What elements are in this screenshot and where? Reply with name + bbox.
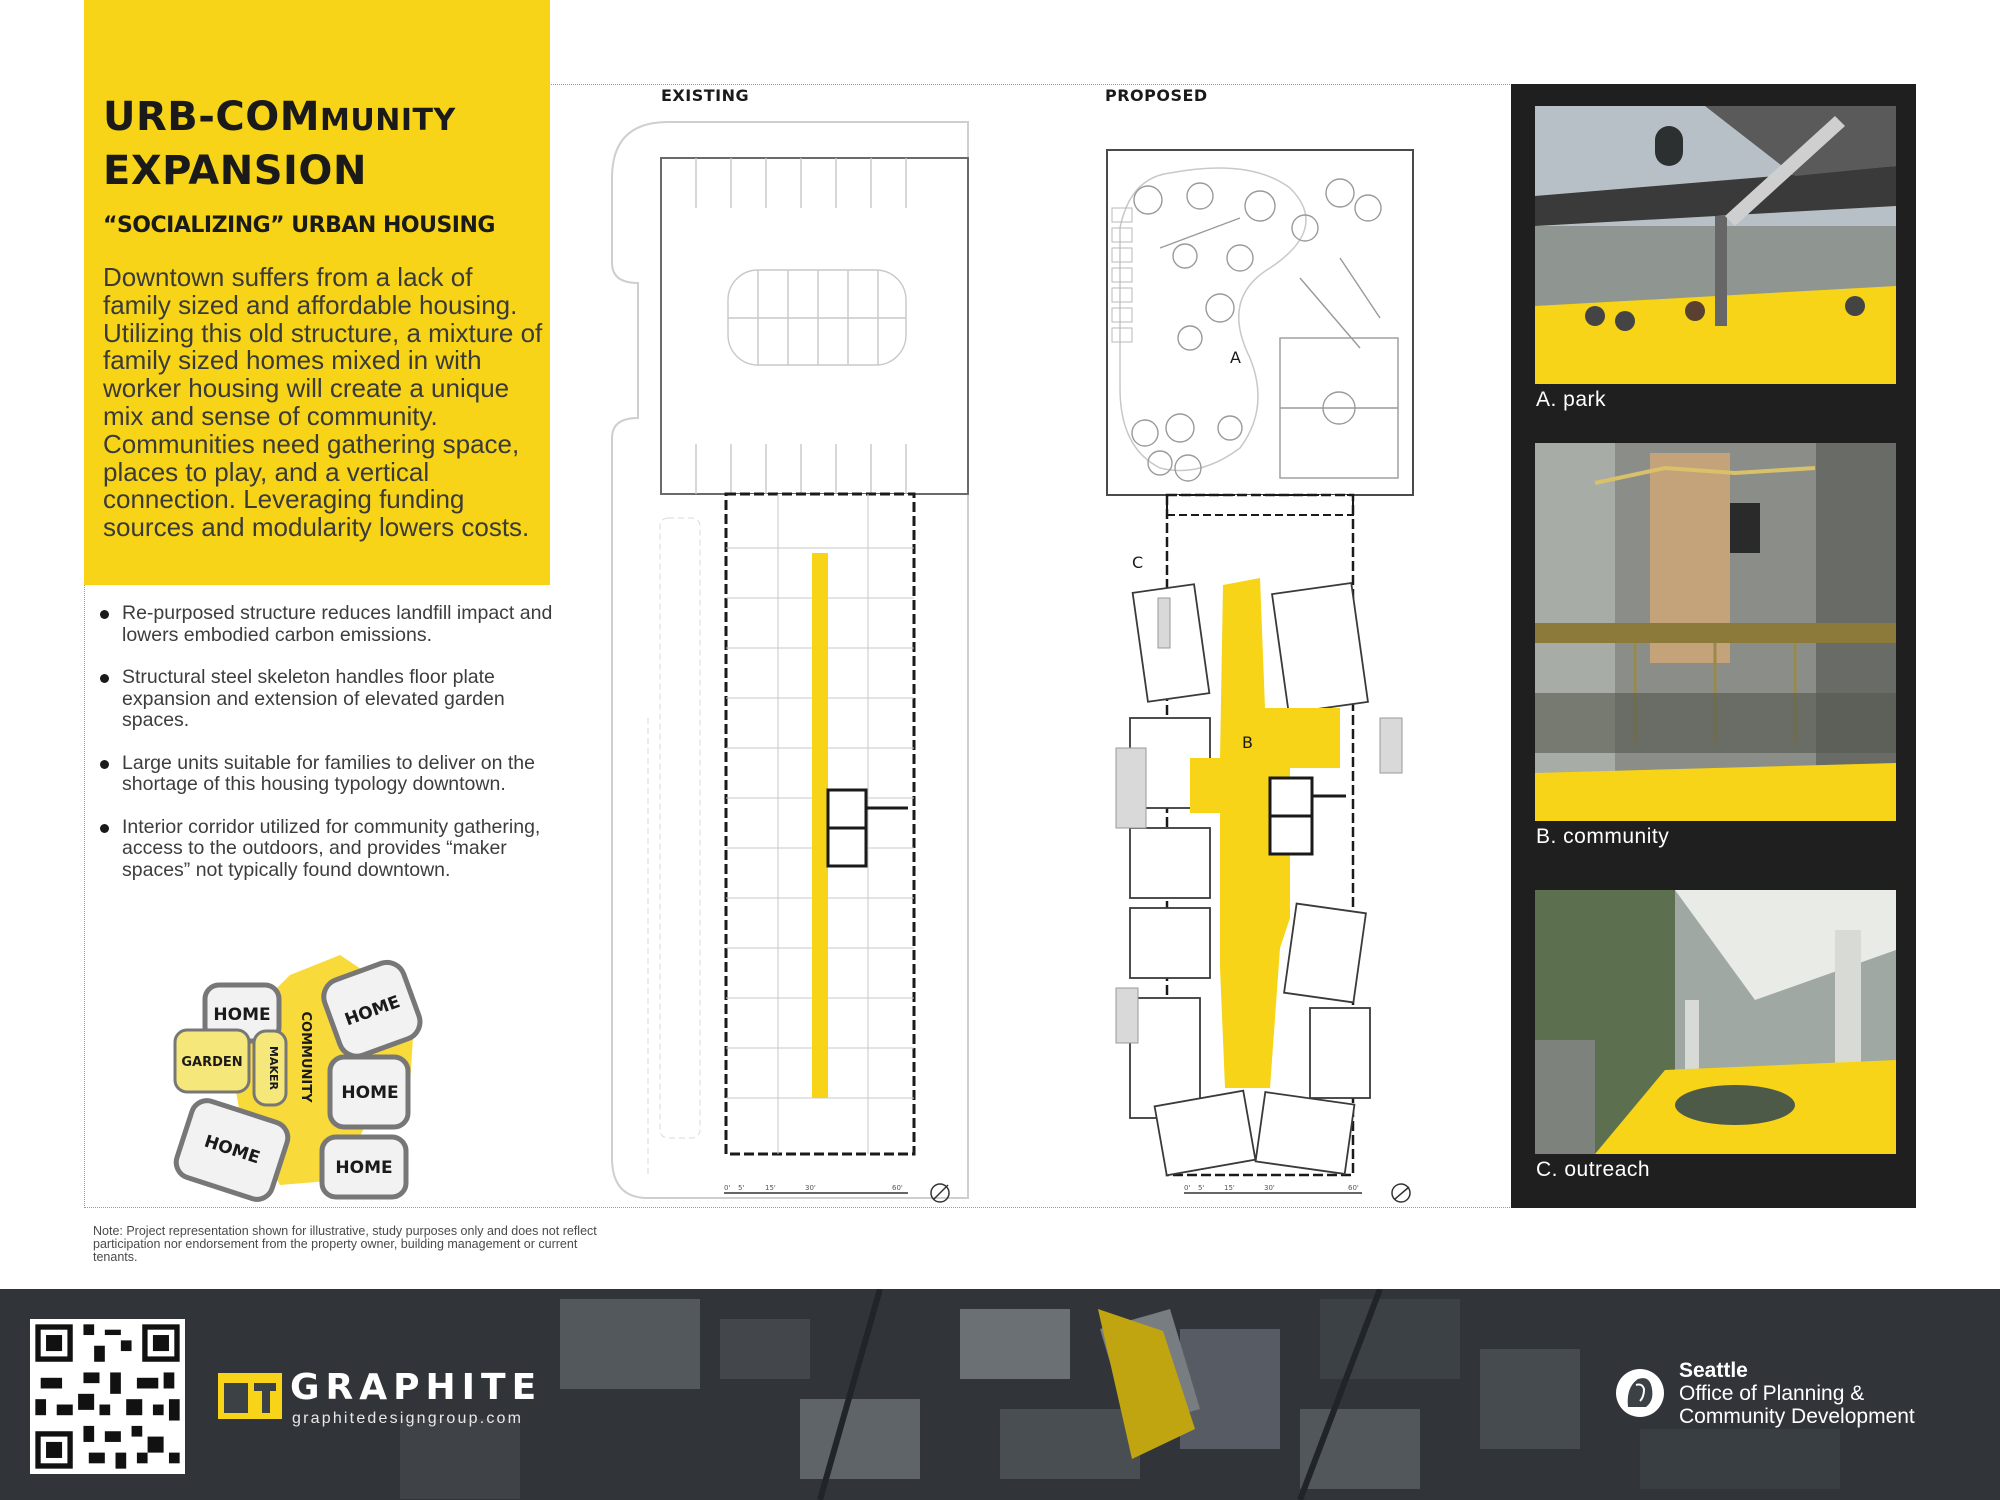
community-diagram <box>170 945 460 1205</box>
diagram-home-label: HOME <box>201 1131 263 1169</box>
scale-tick: 0' <box>724 1184 731 1192</box>
bullet-item: Large units suitable for families to deliver on the shortage of this housing typology downtown. <box>100 753 560 796</box>
renderings-panel <box>1511 84 1916 1208</box>
board-title: URB-COMMUNITY EXPANSION <box>103 94 456 194</box>
diagram-home-label: HOME <box>341 1083 399 1103</box>
scale-tick: 5' <box>1198 1184 1205 1192</box>
diagram-home-label: HOME <box>342 992 403 1031</box>
diagram-garden-label: GARDEN <box>181 1055 243 1070</box>
existing-floor-plan <box>608 118 980 1208</box>
scale-tick: 15' <box>765 1184 776 1192</box>
bullet-item: Interior corridor utilized for community gathering, access to the outdoors, and provides “maker spaces” not typically found downtown. <box>100 817 560 882</box>
intro-paragraph: Downtown suffers from a lack of family sized and affordable housing. Utilizing this old structure, a mixture of family sized homes mixed in with worker housing will create a unique mix and sense of community. Communities need gathering space, places to play, and a vertical connection. Leveraging funding sources and modularity lowers costs. <box>103 262 543 543</box>
disclaimer-note: Note: Project representation shown for illustrative, study purposes only and does not reflect participation nor endorsement from the property owner, building management or current tenants. <box>93 1224 597 1264</box>
bullet-dot-icon <box>100 824 109 833</box>
scale-tick: 30' <box>805 1184 816 1192</box>
diagram-home-label: HOME <box>335 1158 393 1178</box>
scale-tick: 30' <box>1264 1184 1275 1192</box>
diagram-home-label: HOME <box>213 1005 271 1025</box>
bullet-dot-icon <box>100 674 109 683</box>
graphite-logo-url[interactable]: graphitedesigngroup.com <box>292 1410 524 1427</box>
proposed-plan-label: PROPOSED <box>1105 86 1208 105</box>
diagram-maker-label: MAKER <box>267 1046 280 1090</box>
plan-marker-b: B <box>1242 733 1253 752</box>
scale-tick: 60' <box>1348 1184 1359 1192</box>
scale-tick: 60' <box>892 1184 903 1192</box>
scale-tick: 15' <box>1224 1184 1235 1192</box>
footer-band <box>0 1289 2000 1500</box>
existing-plan-label: EXISTING <box>661 86 750 105</box>
graphite-logo-name: GRAPHITE <box>290 1367 543 1408</box>
seattle-seal-icon <box>1614 1367 1666 1419</box>
diagram-community-label: COMMUNITY <box>298 1011 313 1103</box>
scale-tick: 0' <box>1184 1184 1191 1192</box>
community-rendering <box>1535 443 1896 821</box>
render-caption-outreach: C. outreach <box>1536 1158 1651 1181</box>
proposed-floor-plan <box>1100 148 1430 1208</box>
plan-marker-c: C <box>1132 553 1144 572</box>
board-subtitle: “SOCIALIZING” URBAN HOUSING <box>103 213 495 238</box>
north-arrow-icon <box>1392 1184 1410 1202</box>
north-arrow-icon <box>931 1184 949 1202</box>
render-caption-park: A. park <box>1536 388 1607 411</box>
bullet-dot-icon <box>100 610 109 619</box>
bullet-item: Structural steel skeleton handles floor plate expansion and extension of elevated garden spaces. <box>100 667 560 732</box>
scale-tick: 5' <box>738 1184 745 1192</box>
graphite-logo-icon <box>218 1373 282 1419</box>
bullet-item: Re-purposed structure reduces landfill impact and lowers embodied carbon emissions. <box>100 603 560 646</box>
bullet-list <box>100 603 560 902</box>
qr-code-icon <box>30 1319 185 1474</box>
park-rendering <box>1535 106 1896 384</box>
seattle-opcd-logo: Seattle Office of Planning & Community Development <box>1679 1359 1915 1428</box>
plan-marker-a: A <box>1230 348 1241 367</box>
render-caption-community: B. community <box>1536 825 1670 848</box>
bullet-dot-icon <box>100 760 109 769</box>
outreach-rendering <box>1535 890 1896 1154</box>
